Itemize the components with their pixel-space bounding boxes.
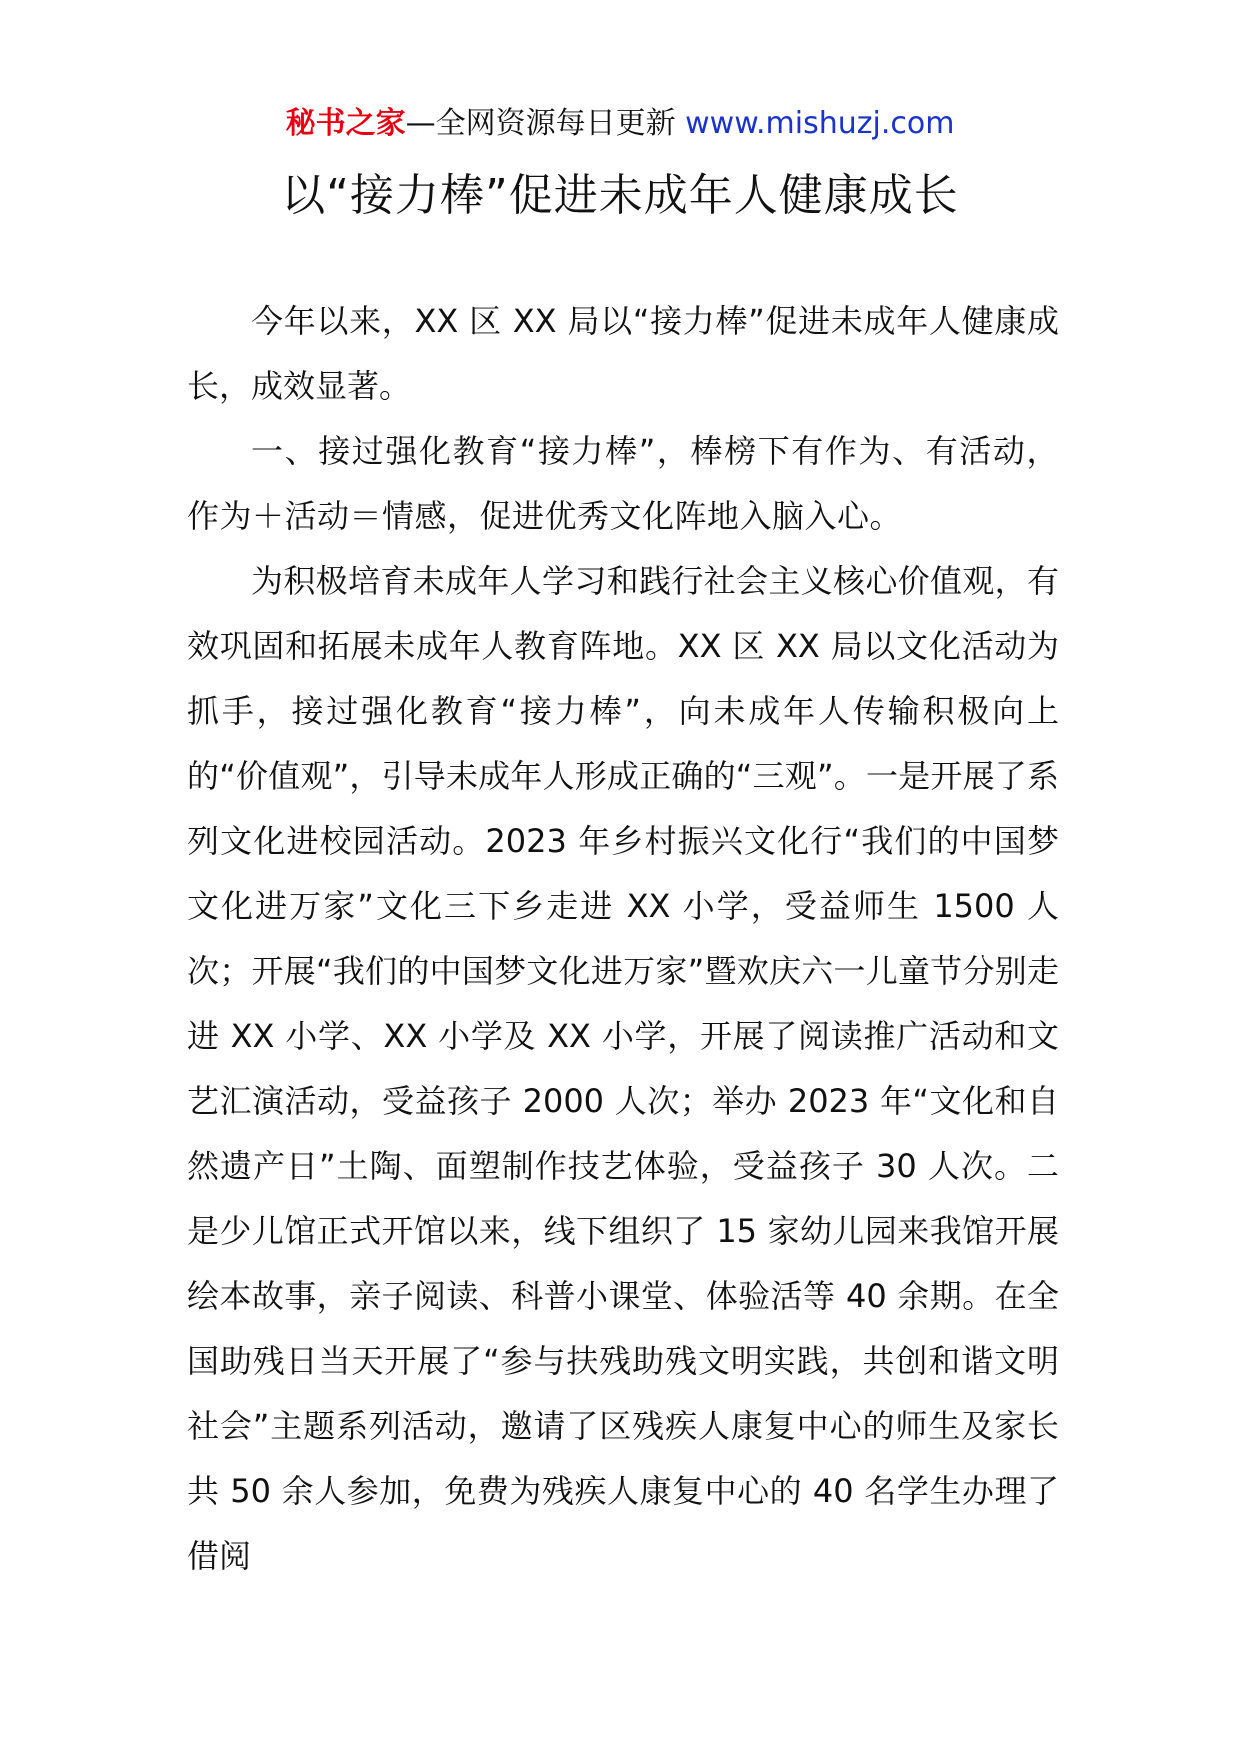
document-title: 以“接力棒”促进未成年人健康成长 — [281, 170, 959, 221]
site-banner — [0, 104, 1240, 144]
banner-slogan: —全网资源每日更新 — [405, 106, 686, 141]
site-url-link[interactable]: www.mishuzj.com — [685, 106, 955, 141]
body-paragraph: 为积极培育未成年人学习和践行社会主义核心价值观，有效巩固和拓展未成年人教育阵地。XX 区 XX 局以文化活动为抓手，接过强化教育“接力棒”，向未成年人传输积极向上的“价值观”，引导未成年人形成正确的“三观”。一是开展了系列文化进校园活动。2023 年乡村振兴文化行“我们的中国梦文化进万家”文化三下乡走进 XX 小学，受益师生 1500 人次；开展“我们的中国梦文化进万家”暨欢庆六一儿童节分别走进 XX 小学、XX 小学及 XX 小学，开展了阅读推广活动和文艺汇演活动，受益孩子 2000 人次；举办 2023 年“文化和自然遗产日”土陶、面塑制作技艺体验，受益孩子 30 人次。二是少儿馆正式开馆以来，线下组织了 15 家幼儿园来我馆开展绘本故事，亲子阅读、科普小课堂、体验活等 40 余期。在全国助残日当天开展了“参与扶残助残文明实践，共创和谐文明社会”主题系列活动，邀请了区残疾人康复中心的师生及家长共 50 余人参加，免费为残疾人康复中心的 40 名学生办理了借阅 — [187, 562, 1059, 1575]
brand-name: 秘书之家 — [285, 106, 406, 141]
document-body — [187, 289, 1059, 1589]
intro-paragraph: 今年以来，XX 区 XX 局以“接力棒”促进未成年人健康成长，成效显著。 — [187, 302, 1059, 405]
section-heading-1: 一、接过强化教育“接力棒”，棒榜下有作为、有活动，作为＋活动＝情感，促进优秀文化阵地入脑入心。 — [187, 432, 1059, 535]
